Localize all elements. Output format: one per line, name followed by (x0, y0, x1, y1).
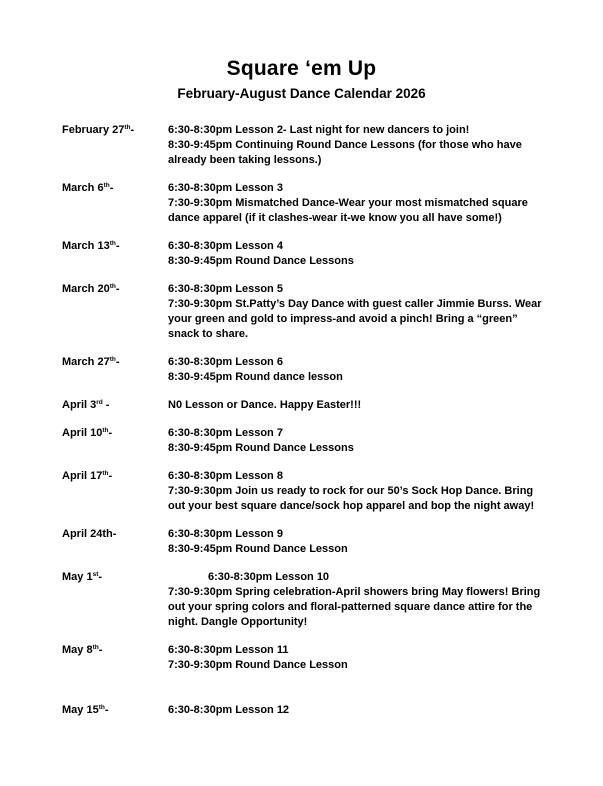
event-detail-line: 6:30-8:30pm Lesson 10 (208, 571, 330, 583)
event-detail-line: 8:30-9:45pm Round Dance Lessons (168, 255, 354, 267)
event-detail-line: 6:30-8:30pm Lesson 6 (168, 356, 283, 368)
event-details (168, 469, 542, 514)
event-details (168, 643, 542, 673)
event-date: March 27th- (62, 356, 120, 368)
event-details (168, 426, 542, 456)
event-details (168, 123, 542, 168)
event-detail-line: 6:30-8:30pm Lesson 9 (168, 528, 283, 540)
date-ordinal-suffix: th (92, 644, 99, 651)
event-detail-line: 8:30-9:45pm Round Dance Lesson (168, 543, 348, 555)
event-detail-line: 6:30-8:30pm Lesson 12 (168, 704, 290, 716)
date-ordinal-suffix: th (103, 182, 110, 189)
date-ordinal-suffix: th (109, 356, 116, 363)
event-date: April 24th- (62, 528, 117, 540)
event-row (62, 282, 603, 342)
date-ordinal-suffix: th (98, 704, 105, 711)
event-row (62, 398, 603, 413)
event-row (62, 703, 603, 718)
event-detail-line: 6:30-8:30pm Lesson 7 (168, 427, 283, 439)
event-date: May 8th- (62, 644, 103, 656)
event-detail-line: 8:30-9:45pm Round Dance Lessons (168, 442, 354, 454)
event-details (168, 282, 542, 342)
event-detail-line: N0 Lesson or Dance. Happy Easter!!! (168, 399, 362, 411)
event-row (62, 355, 603, 385)
event-date: April 10th- (62, 427, 113, 439)
event-date: March 13th- (62, 240, 120, 252)
event-detail-line: 6:30-8:30pm Lesson 5 (168, 283, 283, 295)
event-row (62, 527, 603, 557)
event-row (62, 426, 603, 456)
date-ordinal-suffix: th (102, 427, 109, 434)
event-date: March 6th- (62, 182, 114, 194)
event-list (62, 123, 603, 718)
document-subtitle: February-August Dance Calendar 2026 (177, 86, 426, 101)
event-date: February 27th- (62, 124, 135, 136)
event-row (62, 123, 603, 168)
event-detail-line: 6:30-8:30pm Lesson 3 (168, 182, 283, 194)
event-detail-line: 7:30-9:30pm St.Patty’s Day Dance with guest caller Jimmie Burss. Wear your green and gold to impress-and avoid a pinch! Bring a “green” snack to share. (168, 298, 542, 340)
event-details (168, 181, 542, 226)
event-details (168, 398, 542, 413)
date-ordinal-suffix: st (92, 571, 99, 578)
event-row (62, 239, 603, 269)
event-date: May 15th- (62, 704, 109, 716)
event-date: April 3rd - (62, 399, 110, 411)
date-ordinal-suffix: th (109, 283, 116, 290)
event-detail-line: 6:30-8:30pm Lesson 8 (168, 470, 283, 482)
event-detail-line: 8:30-9:45pm Continuing Round Dance Lessons (for those who have already been taking lessons.) (168, 139, 522, 166)
event-details (168, 570, 542, 630)
date-ordinal-suffix: rd (96, 399, 103, 406)
event-row (62, 643, 603, 673)
event-date: May 1st- (62, 571, 103, 583)
event-detail-line: 6:30-8:30pm Lesson 11 (168, 644, 289, 656)
event-detail-line: 7:30-9:30pm Spring celebration-April showers bring May flowers! Bring out your spring colors and floral-patterned square dance attire for the night. Dangle Opportunity! (168, 586, 541, 628)
event-date: April 17th- (62, 470, 113, 482)
event-details (168, 703, 542, 718)
date-ordinal-suffix: th (102, 470, 109, 477)
event-detail-line: 8:30-9:45pm Round dance lesson (168, 371, 343, 383)
event-detail-line: 7:30-9:30pm Mismatched Dance-Wear your most mismatched square dance apparel (if it clashes-wear it-we know you all have some!) (168, 197, 528, 224)
event-detail-line: 6:30-8:30pm Lesson 2- Last night for new dancers to join! (168, 124, 470, 136)
event-date: March 20th- (62, 283, 120, 295)
event-row (62, 469, 603, 514)
event-detail-line: 7:30-9:30pm Round Dance Lesson (168, 659, 348, 671)
date-ordinal-suffix: th (124, 124, 131, 131)
event-details (168, 355, 542, 385)
event-row (62, 570, 603, 630)
document-title: Square ‘em Up (226, 57, 377, 80)
event-details (168, 527, 542, 557)
event-detail-line: 6:30-8:30pm Lesson 4 (168, 240, 283, 252)
event-detail-line: 7:30-9:30pm Join us ready to rock for our 50’s Sock Hop Dance. Bring out your best square dance/sock hop apparel and bop the night away! (168, 485, 535, 512)
event-details (168, 239, 542, 269)
event-row (62, 181, 603, 226)
date-ordinal-suffix: th (109, 240, 116, 247)
